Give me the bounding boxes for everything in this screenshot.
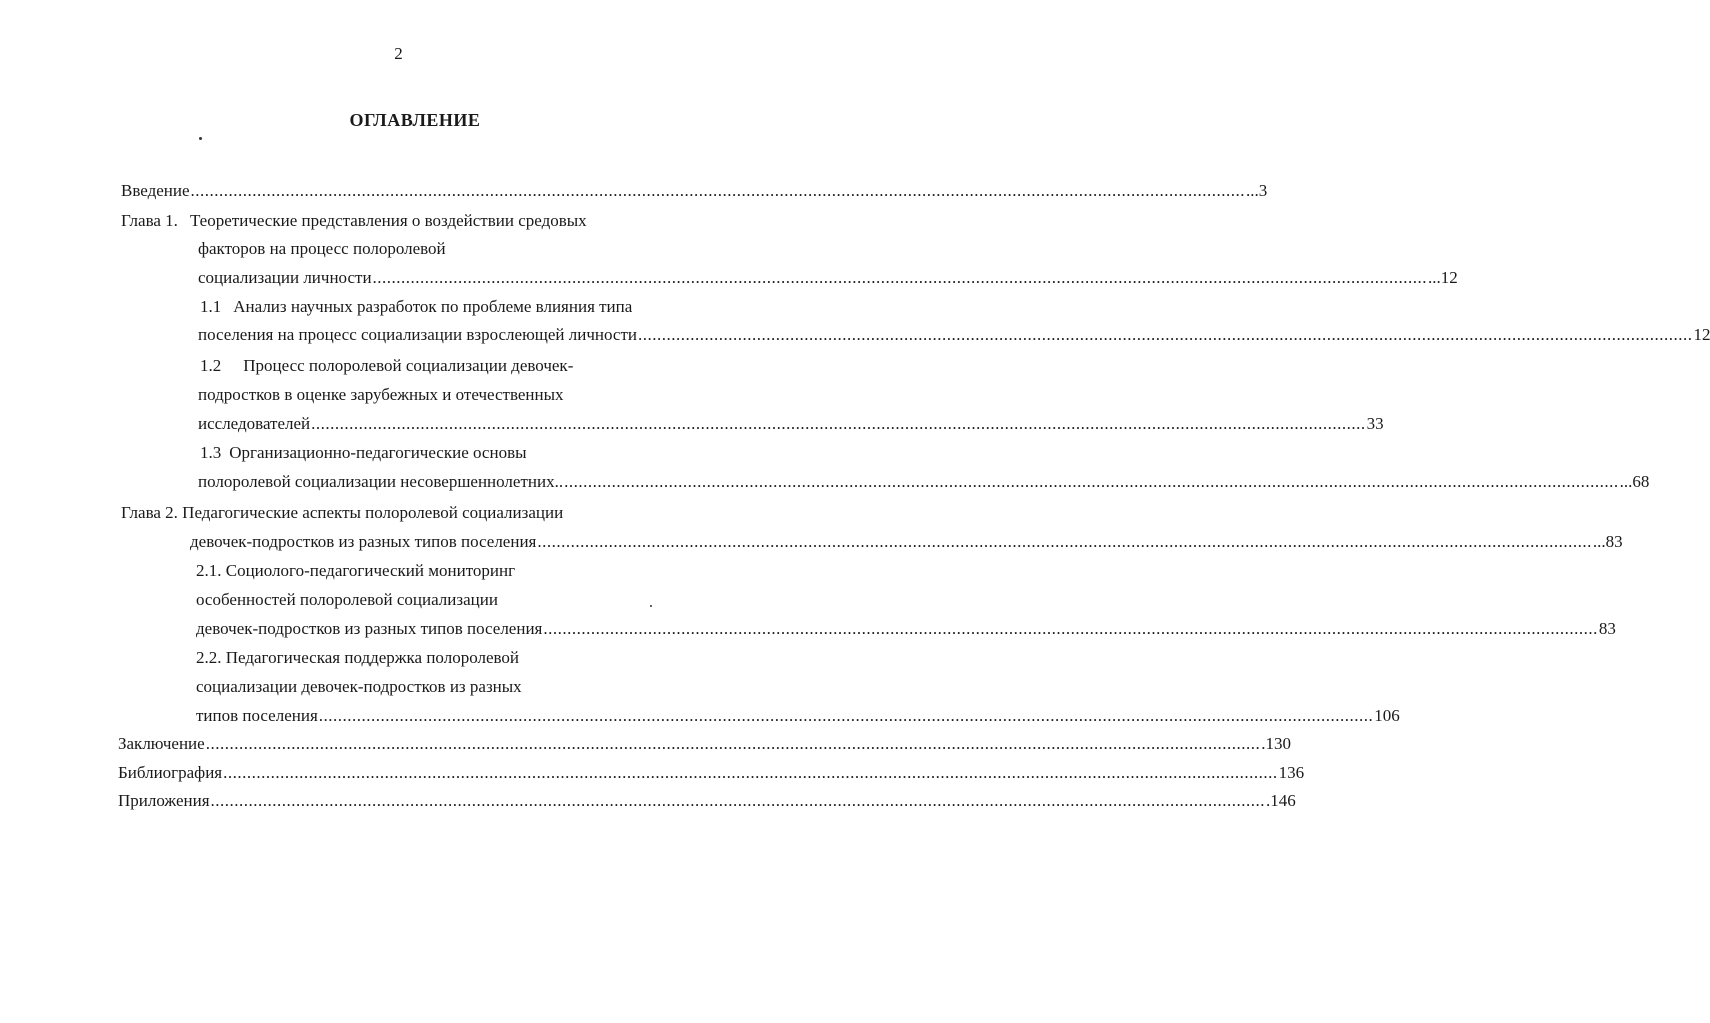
toc-leader-dots: ..............................................................................................................................................................................................................................: [205, 734, 1261, 753]
section-title: Процесс полоролевой социализации девочек-: [243, 356, 574, 375]
toc-section-1-1-line-2[interactable]: [198, 324, 1710, 346]
toc-page-number: 106: [1374, 706, 1400, 725]
toc-page-number: 83: [1598, 619, 1616, 638]
toc-leader-dots: ..............................................................................................................................................................................................................................: [372, 268, 1428, 287]
toc-label: полоролевой социализации несовершеннолетних..: [198, 472, 564, 491]
toc-page-number: ...12: [1428, 268, 1458, 287]
toc-section-1-1-line-1[interactable]: [200, 296, 632, 318]
toc-label: исследователей: [198, 414, 311, 433]
toc-leader-dots: ..............................................................................................................................................................................................................................: [543, 619, 1598, 638]
chapter-number: Глава 1.: [121, 211, 178, 230]
toc-chapter-1-line-3[interactable]: [198, 267, 1458, 289]
toc-leader-dots: ..............................................................................................................................................................................................................................: [564, 472, 1619, 491]
toc-label: Введение: [121, 181, 190, 200]
toc-entry-bibliography[interactable]: [118, 762, 1305, 784]
page-title: ОГЛАВЛЕНИЕ: [349, 110, 481, 130]
toc-section-2-2-line-1[interactable]: 2.2. Педагогическая поддержка полоролевой: [196, 648, 520, 667]
toc-leader-dots: ..............................................................................................................................................................................................................................: [223, 763, 1278, 782]
toc-label: девочек-подростков из разных типов поселения: [190, 532, 537, 551]
toc-label: типов поселения: [196, 706, 318, 725]
toc-page-number: ...68: [1619, 472, 1650, 491]
toc-section-2-1-line-2: особенностей полоролевой социализации: [196, 590, 498, 609]
toc-section-1-2-line-1[interactable]: [200, 355, 573, 377]
toc-section-2-1-line-3[interactable]: [196, 618, 1616, 640]
toc-chapter-2-line-1[interactable]: Глава 2. Педагогические аспекты полоролевой социализации: [121, 503, 564, 522]
toc-leader-dots: ..............................................................................................................................................................................................................................: [210, 791, 1266, 810]
section-number: 1.2: [200, 356, 222, 375]
toc-label: поселения на процесс социализации взрослеющей личности: [198, 325, 637, 344]
toc-entry-intro[interactable]: [121, 180, 1268, 202]
toc-page-number: 136: [1278, 763, 1305, 782]
toc-section-1-2-line-2: подростков в оценке зарубежных и отечественных: [198, 385, 564, 404]
toc-leader-dots: ..............................................................................................................................................................................................................................: [537, 532, 1592, 551]
toc-section-2-2-line-3[interactable]: [196, 705, 1400, 727]
toc-page-number: 12: [1693, 325, 1710, 344]
toc-page-number: 33: [1366, 414, 1384, 433]
toc-label: Библиография: [118, 763, 223, 782]
toc-page-number: .146: [1266, 791, 1296, 810]
toc-label: Приложения: [118, 791, 210, 810]
toc-leader-dots: ..............................................................................................................................................................................................................................: [318, 706, 1374, 725]
toc-section-2-2-line-2: социализации девочек-подростков из разных: [196, 677, 522, 696]
toc-leader-dots: ..............................................................................................................................................................................................................................: [190, 181, 1246, 200]
toc-section-1-3-line-1[interactable]: [200, 442, 527, 464]
toc-page-number: .130: [1261, 734, 1291, 753]
page-number: 2: [394, 44, 403, 63]
toc-page-number: ...83: [1592, 532, 1623, 551]
toc-section-1-2-line-3[interactable]: [198, 413, 1384, 435]
scan-speck: [650, 605, 652, 607]
toc-label: Заключение: [118, 734, 205, 753]
toc-chapter-1-line-1[interactable]: [121, 210, 587, 232]
section-title: Анализ научных разработок по проблеме влияния типа: [233, 297, 633, 316]
toc-chapter-2-line-2[interactable]: [190, 531, 1623, 553]
toc-entry-appendix[interactable]: [118, 790, 1296, 812]
section-number: 1.1: [200, 297, 222, 316]
section-title: Организационно-педагогические основы: [229, 443, 527, 462]
toc-chapter-1-line-2: факторов на процесс полоролевой: [198, 239, 446, 258]
toc-entry-conclusion[interactable]: [118, 733, 1291, 755]
chapter-title: Теоретические представления о воздействии средовых: [189, 211, 587, 230]
toc-label: девочек-подростков из разных типов поселения: [196, 619, 543, 638]
toc-section-1-3-line-2[interactable]: [198, 471, 1650, 493]
section-number: 1.3: [200, 443, 222, 462]
toc-section-2-1-line-1[interactable]: 2.1. Социолого-педагогический мониторинг: [196, 561, 516, 580]
scan-speck: [199, 137, 202, 140]
toc-page-number: ...3: [1246, 181, 1268, 200]
toc-leader-dots: ..............................................................................................................................................................................................................................: [311, 414, 1366, 433]
toc-label: социализации личности: [198, 268, 372, 287]
toc-leader-dots: ..............................................................................................................................................................................................................................: [637, 325, 1693, 344]
